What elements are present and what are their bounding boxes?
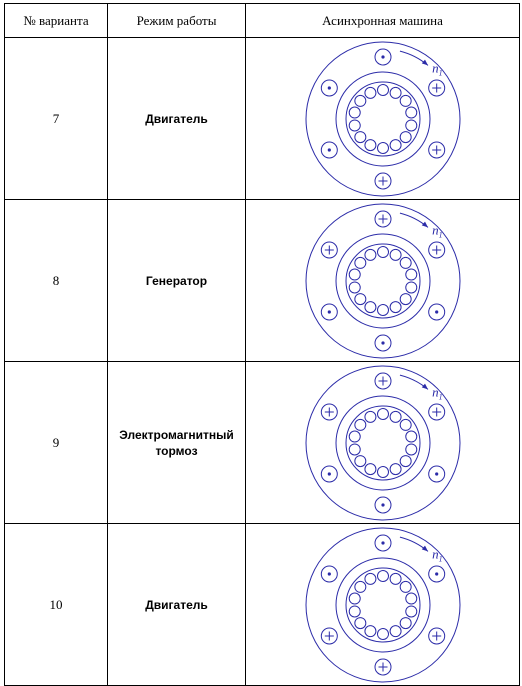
operating-mode <box>108 362 246 524</box>
rotor-bar <box>349 593 360 604</box>
operating-mode-text: Генератор <box>145 273 208 288</box>
header-variant: № варианта <box>5 4 108 38</box>
conductor-dot-icon <box>428 466 444 482</box>
rotor-bar <box>364 573 375 584</box>
rotor-bar <box>354 455 365 466</box>
rotor-bar <box>390 573 401 584</box>
rotor-bar <box>349 119 360 130</box>
rotation-arrowhead-icon <box>421 221 427 227</box>
conductor-dot-icon <box>375 335 391 351</box>
rotor-bar <box>364 139 375 150</box>
rotor-bar <box>390 625 401 636</box>
table-row <box>5 524 520 686</box>
conductor-cross-icon <box>428 628 444 644</box>
rotor-bar <box>405 119 416 130</box>
machine-diagram <box>303 39 463 199</box>
rotor-bar <box>390 301 401 312</box>
conductor-dot-icon <box>321 80 337 96</box>
conductor-cross-icon <box>375 211 391 227</box>
conductor-cross-icon <box>321 242 337 258</box>
machine-diagram-cell <box>246 524 520 686</box>
rotor-bar <box>377 408 388 419</box>
speed-label: $n_1$ <box>431 383 443 401</box>
rotor-bar <box>364 301 375 312</box>
conductor-cross-icon <box>428 80 444 96</box>
speed-label-subscript: 1 <box>438 67 443 77</box>
rotor-bar <box>354 581 365 592</box>
variant-number: 8 <box>5 200 108 362</box>
rotor-bar <box>400 95 411 106</box>
conductor-cross-icon <box>375 173 391 189</box>
header-row <box>5 4 520 38</box>
machine-diagram-cell <box>246 200 520 362</box>
rotor-bar <box>349 269 360 280</box>
rotor-bar <box>364 625 375 636</box>
rotor-bar <box>405 593 416 604</box>
conductor-cross-icon <box>375 659 391 675</box>
rotor-bar <box>349 107 360 118</box>
rotor-bar <box>354 257 365 268</box>
conductor-cross-icon <box>428 142 444 158</box>
rotor-bar <box>349 605 360 616</box>
rotor-inner-circle <box>346 568 420 642</box>
rotor-outer-circle <box>336 234 430 328</box>
rotor-bar <box>400 455 411 466</box>
rotor-bar <box>405 443 416 454</box>
rotation-arrowhead-icon <box>421 545 427 551</box>
rotor-outer-circle <box>336 72 430 166</box>
rotor-bar <box>377 628 388 639</box>
rotor-bar <box>377 246 388 257</box>
rotation-arrowhead-icon <box>421 383 427 389</box>
rotor-bar <box>377 570 388 581</box>
rotor-bar <box>400 617 411 628</box>
rotor-inner-circle <box>346 82 420 156</box>
conductor-dot-icon <box>321 142 337 158</box>
table-body <box>5 38 520 686</box>
rotor-outer-circle <box>336 558 430 652</box>
conductor-cross-icon <box>321 404 337 420</box>
rotor-bar <box>377 142 388 153</box>
table-header <box>5 4 520 38</box>
operating-mode <box>108 38 246 200</box>
conductor-dot-icon <box>321 566 337 582</box>
rotor-bar <box>405 431 416 442</box>
rotor-bar <box>400 131 411 142</box>
operating-mode-text: Двигатель <box>145 597 208 612</box>
rotor-bar <box>354 131 365 142</box>
rotor-bar <box>349 443 360 454</box>
variant-number: 9 <box>5 362 108 524</box>
rotor-inner-circle <box>346 406 420 480</box>
rotor-bar <box>405 281 416 292</box>
variant-number: 10 <box>5 524 108 686</box>
conductor-dot-icon <box>428 566 444 582</box>
speed-label-subscript: 1 <box>438 229 443 239</box>
conductor-dot-icon <box>375 535 391 551</box>
machine-diagram <box>303 525 463 685</box>
rotor-bar <box>400 293 411 304</box>
rotor-bar <box>390 411 401 422</box>
rotor-bar <box>405 269 416 280</box>
rotor-bar <box>354 95 365 106</box>
header-machine: Асинхронная машина <box>246 4 520 38</box>
rotor-bar <box>390 463 401 474</box>
rotor-inner-circle <box>346 244 420 318</box>
operating-mode <box>108 524 246 686</box>
rotor-bar <box>364 463 375 474</box>
variant-number: 7 <box>5 38 108 200</box>
conductor-dot-icon <box>321 304 337 320</box>
rotor-bar <box>354 617 365 628</box>
rotor-bar <box>364 249 375 260</box>
rotor-bar <box>400 257 411 268</box>
speed-label: $n_1$ <box>431 221 443 239</box>
table-row <box>5 38 520 200</box>
speed-label-subscript: 1 <box>438 391 443 401</box>
machine-diagram <box>303 201 463 361</box>
conductor-dot-icon <box>428 304 444 320</box>
rotor-bar <box>405 605 416 616</box>
rotor-bar <box>405 107 416 118</box>
conductor-cross-icon <box>428 242 444 258</box>
rotor-bar <box>377 304 388 315</box>
speed-label: $n_1$ <box>431 545 443 563</box>
variants-table <box>4 3 520 686</box>
machine-diagram-cell <box>246 38 520 200</box>
conductor-cross-icon <box>375 373 391 389</box>
rotor-bar <box>349 431 360 442</box>
operating-mode <box>108 200 246 362</box>
table-row <box>5 362 520 524</box>
speed-label: $n_1$ <box>431 59 443 77</box>
rotor-bar <box>400 419 411 430</box>
rotor-outer-circle <box>336 396 430 490</box>
rotor-bar <box>390 249 401 260</box>
rotor-bar <box>354 293 365 304</box>
rotor-bar <box>364 87 375 98</box>
table-row <box>5 200 520 362</box>
rotation-arrowhead-icon <box>421 59 427 65</box>
conductor-dot-icon <box>375 497 391 513</box>
rotor-bar <box>400 581 411 592</box>
rotor-bar <box>364 411 375 422</box>
operating-mode-text: Двигатель <box>145 111 208 126</box>
header-mode: Режим работы <box>108 4 246 38</box>
rotor-bar <box>377 466 388 477</box>
speed-label-subscript: 1 <box>438 553 443 563</box>
conductor-dot-icon <box>375 49 391 65</box>
conductor-cross-icon <box>428 404 444 420</box>
rotor-bar <box>390 87 401 98</box>
operating-mode-text: Электромагнитный тормоз <box>119 427 234 458</box>
machine-diagram <box>303 363 463 523</box>
rotor-bar <box>390 139 401 150</box>
rotor-bar <box>349 281 360 292</box>
conductor-cross-icon <box>321 628 337 644</box>
rotor-bar <box>354 419 365 430</box>
conductor-dot-icon <box>321 466 337 482</box>
rotor-bar <box>377 84 388 95</box>
machine-diagram-cell <box>246 362 520 524</box>
